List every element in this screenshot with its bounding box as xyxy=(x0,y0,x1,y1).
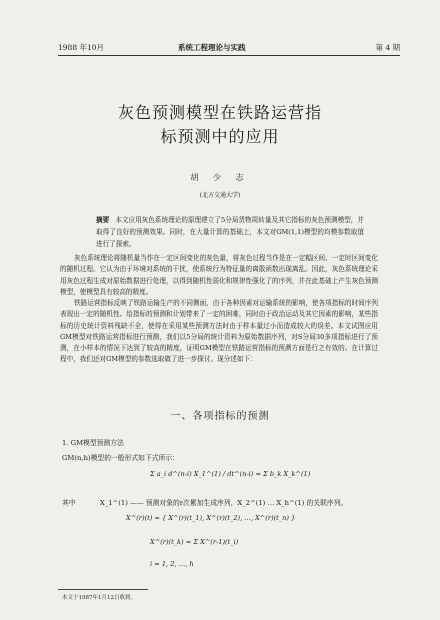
footnote-rule xyxy=(58,589,148,590)
header-date: 1988 年10月 xyxy=(58,43,105,52)
abstract-text: 本文应用灰色系统理论的原理建立了5分局货物周转量及其它指标的灰色预测模型，并取得了良好的预测效果。同时，在大量计算的基础上，本文对GM(1,1)模型的均模参数取值进行了探索。 xyxy=(96,216,365,248)
author: 胡 少 志 xyxy=(190,173,250,182)
footnote: 本文于1987年1月12日收到。 xyxy=(62,595,136,601)
running-header xyxy=(58,42,400,56)
equation-1: Σ a_i d^(n-i) X_1^(1) / dt^(n-i) = Σ b_k X_k^(1) xyxy=(150,470,311,478)
model-intro: GM(n,h)模型的一般形式如下式所示： xyxy=(62,454,179,462)
equation-2: X^(r)(t) = { X^(r)(t_1), X^(r)(t_2), …, X^(r)(t_n) } xyxy=(126,514,296,522)
abstract-label: 摘要 xyxy=(96,216,110,224)
equation-4: i = 1, 2, …, h xyxy=(150,560,194,568)
paragraph-1: 灰色系统理论将随机量当作在一定区间变化的灰色量，将灰色过程当作是在一定幅区间、一定时区间变化的随机过程。它认为由于环境对系统的干扰，使系统行为特征量的离散函数出现离乱。因此，灰色系统理论采用灰色过程生成对原始数据进行处理，以得到随机性弱化和规律性强化了的序列，并在此基础上产生灰色预测模型，使模型具有较高的精度。 xyxy=(60,254,378,296)
section-heading: 一、各项指标的预测 xyxy=(170,411,270,422)
where-definition: X_1^(1) —— 预测对象的r次累加生成序列，X_2^(1) … X_h^(1) 的关联序列。 xyxy=(100,499,348,507)
header-journal: 系统工程理论与实践 xyxy=(178,43,246,52)
equation-3: X^(r)(t_k) = Σ X^(r-1)(t_i) xyxy=(150,538,239,546)
title-line-1: 灰色预测模型在铁路运营指 xyxy=(117,103,322,122)
affiliation: (北方交通大学) xyxy=(199,192,241,199)
header-issue: 第 4 期 xyxy=(375,43,400,52)
title-line-2: 标预测中的应用 xyxy=(160,127,280,146)
abstract xyxy=(96,214,364,250)
paragraph-2: 铁路运营指标反映了铁路运输生产的不同侧面，由于各种因素对运输系统的影响，使各项指标的时间序列表现出一定的随机性。给指标的预测和计划带来了一定的困难，同时由于政治运动及其它因素的影响，某些指标的历史统计资料残缺不全，使得在采用某些预测方法时由于样本量过小而造成较大的误差。本文试图应用GM模型对铁路运营指标进行预测，我们以5分局的统计资料为原始数据序列，对S分局30多项指标进行了预测，在小样本的情况下达到了较高的精度，证明GM模型在铁路运营指标的预测方面是行之有效的。在计算过程中，我们还对GM模型的参数选取做了进一步探讨。现分述如下： xyxy=(60,299,378,364)
header-rule xyxy=(58,55,400,56)
subsection-heading: 1. GM模型预测方法 xyxy=(62,439,124,447)
where-prefix: 其中 xyxy=(62,499,76,507)
